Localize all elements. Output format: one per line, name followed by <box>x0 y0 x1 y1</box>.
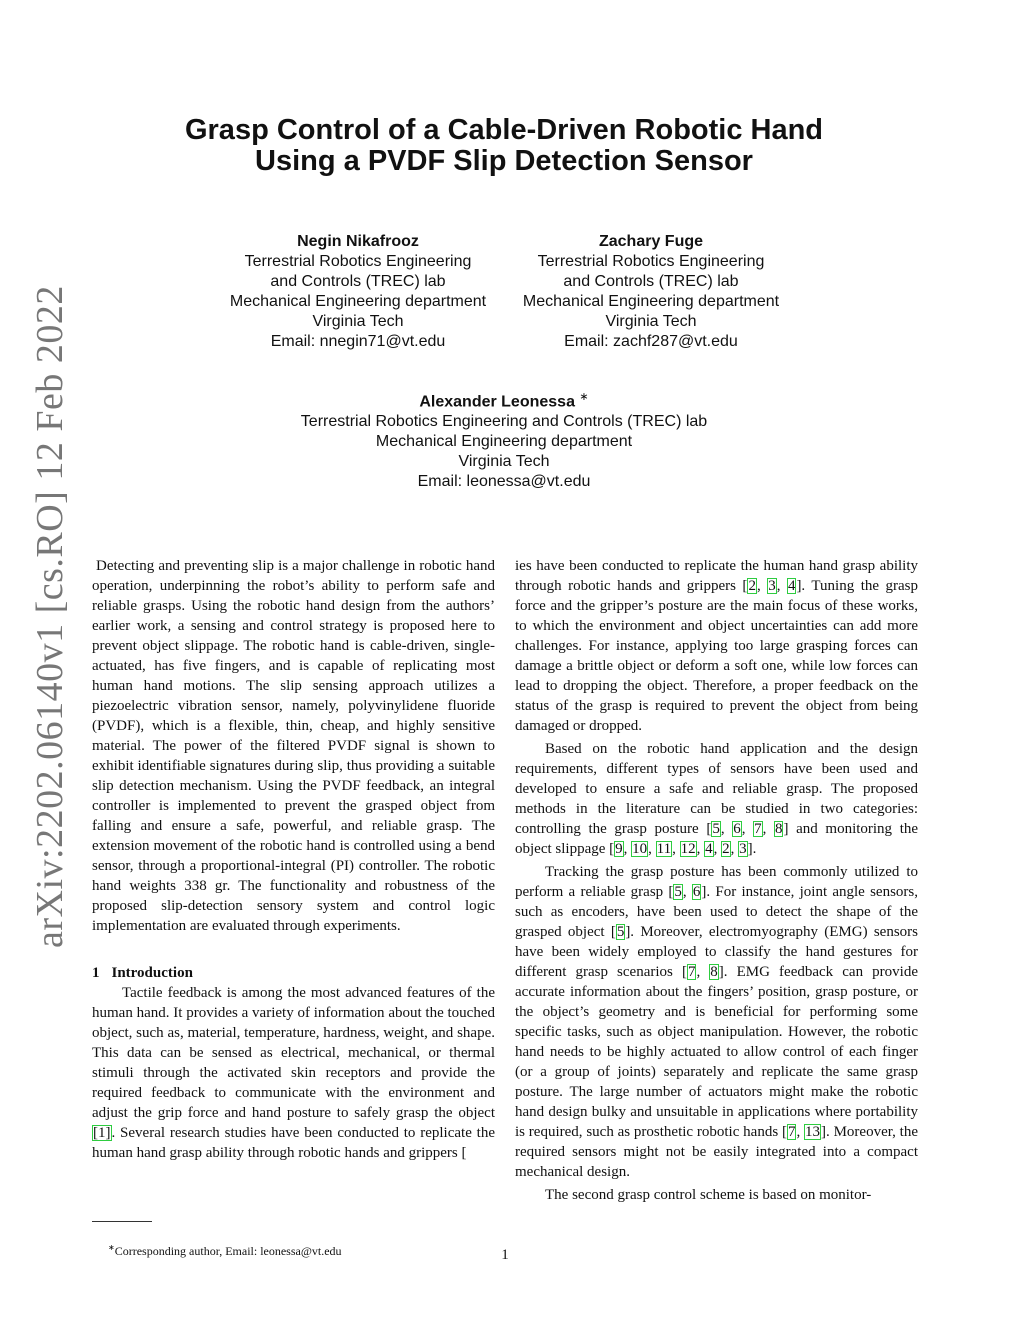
citation-link[interactable]: 6 <box>733 821 741 837</box>
citation-link[interactable]: 11 <box>656 841 672 857</box>
paper-title <box>100 115 908 177</box>
paragraph-text: Based on the robotic hand application and the design requirements, different types of sensors have been used and developed to ensure a safe and reliable grasp. The proposed methods in the literature can be studied in two categories: controlling the grasp posture [ <box>515 741 918 837</box>
citation-link[interactable]: 7 <box>787 1124 796 1140</box>
author-department: Mechanical Engineering department <box>229 293 487 310</box>
abstract: Detecting and preventing slip is a major challenge in robotic hand operation, underpinning the robot’s ability to perform safe and reliable grasps. Using the robotic hand design from the authors’ earlier work, a sensing and control strategy is proposed here to prevent object slippage. The robotic hand is cable-driven, single-actuated, has five fingers, and is capable of replicating most human hand motions. The slip sensing approach utilizes a piezoelectric vibration sensor, namely, polyvinylidene fluoride (PVDF), which is a flexible, thin, cheap, and highly sensitive material. The power of the filtered PVDF signal is shown to exhibit identifiable signatures during slip, thus providing a suitable slip detection mechanism. Using the PVDF feedback, an integral controller is implemented to prevent the grasped object from falling and ensure a safe, powerful, and reliable grasp. The extension movement of the robotic hand is controlled using a bend sensor, through a proportional-integral (PI) controller. The robotic hand weights 338 gr. The functionality and robustness of the proposed slip-detection sensory system and control logic implementation are evaluated through experiments. <box>92 558 495 934</box>
author-affiliation: Terrestrial Robotics Engineering and Controls (TREC) lab <box>300 413 708 431</box>
intro-paragraph-4: The second grasp control scheme is based on monitor- <box>545 1187 872 1203</box>
citation-link[interactable]: 4 <box>787 578 796 594</box>
paragraph-text: ]. Moreover, electromyography (EMG) sensors have been widely employed to classify the hand gestures for different grasp scenarios [ <box>515 924 918 980</box>
paragraph-text: ]. EMG feedback can provide accurate information about the fingers’ position, grasp posture, or the object’s geometry and is beneficial for performing some specific tasks, such as object manipulation. However, the robotic hand needs to be highly actuated to allow control of each finger (or a group of joints) separately and replicate the same grasp posture. The large number of actuators might make the robotic hand design bulky and unsuitable in applications where portability is required, such as prosthetic robotic hands [ <box>515 964 918 1140</box>
intro-paragraph-3: Tracking the grasp posture has been commonly utilized to perform a reliable grasp [5, 6]. For instance, joint angle sensors, such as encoders, have been used to detect the shape of the grasped object [5]. Moreover, electromyography (EMG) sensors have been widely employed to classify the hand gestures for different grasp scenarios [7, 8]. EMG feedback can provide accurate information about the fingers’ position, grasp posture, or the object’s geometry and is beneficial for performing some specific tasks, such as object manipulation. However, the robotic hand needs to be highly actuated to allow control of each finger (or a group of joints) separately and replicate the same grasp posture. The large number of actuators might make the robotic hand design bulky and unsuitable in applications where portability is required, such as prosthetic robotic hands [7, 13]. Moreover, the required sensors might not be easily integrated into a compact mechanical design. <box>515 864 918 1180</box>
intro-paragraph-1-continued: ies have been conducted to replicate the human hand grasp ability through robotic hands and grippers [2, 3, 4]. Tuning the grasp force and the gripper’s posture are the main focus of these works, to which the environment and object uncertainties can add more challenges. For instance, applying too large grasping forces can damage a brittle object or deform a soft one, while low forces can lead to dropping the object. Therefore, a proper feedback on the status of the grasp is required to prevent the object from being damaged or dropped. <box>515 558 919 734</box>
citation-link[interactable]: 8 <box>774 821 783 837</box>
paragraph-text: ]. Moreover, the required sensors might not be easily integrated into a compact mechanical design. <box>515 1124 918 1180</box>
footnote-marker: ∗ <box>108 1243 115 1252</box>
page-number: 1 <box>501 1247 509 1263</box>
section-heading-introduction <box>92 963 495 983</box>
paragraph-text: ]. <box>747 841 757 857</box>
author-block-1 <box>208 232 508 352</box>
paragraph-text: Tracking the grasp posture has been commonly utilized to perform a reliable grasp [ <box>515 864 918 900</box>
citation-link[interactable]: 10 <box>632 841 648 857</box>
section-title: Introduction <box>111 965 193 981</box>
paragraph-text: ] and monitoring the object slippage [ <box>515 821 919 857</box>
citation-link[interactable]: 5 <box>712 821 720 837</box>
citation-link[interactable]: 4 <box>705 841 713 857</box>
citation-link[interactable]: 3 <box>739 841 747 857</box>
arxiv-identifier-stamp: arXiv:2202.06140v1 [cs.RO] 12 Feb 2022 <box>29 285 71 948</box>
author-institution: Virginia Tech <box>458 453 550 471</box>
author-affiliation: and Controls (TREC) lab <box>563 273 739 290</box>
citation-link[interactable]: 7 <box>687 964 696 980</box>
author-name <box>204 387 804 412</box>
left-column <box>92 556 495 1163</box>
paper-title-line-1: Grasp Control of a Cable-Driven Robotic Hand <box>184 114 824 146</box>
citation-link[interactable]: [1] <box>93 1125 111 1141</box>
author-block-2 <box>501 232 801 352</box>
footnote-divider <box>92 1221 152 1222</box>
citation-link[interactable]: 9 <box>615 841 623 857</box>
citation-link[interactable]: 5 <box>616 924 625 940</box>
author-department: Mechanical Engineering department <box>522 293 780 310</box>
citation-link[interactable]: 2 <box>722 841 730 857</box>
author-department: Mechanical Engineering department <box>375 433 633 451</box>
intro-paragraph-2: Based on the robotic hand application and the design requirements, different types of sensors have been used and developed to ensure a safe and reliable grasp. The proposed methods in the literature can be studied in two categories: controlling the grasp posture [5, 6, 7, 8] and monitoring the object slippage [9, 10, 11, 12, 4, 2, 3]. <box>515 741 919 857</box>
author-affiliation: and Controls (TREC) lab <box>270 273 446 290</box>
author-institution: Virginia Tech <box>312 313 404 330</box>
paragraph-text: . Several research studies have been conducted to replicate the human hand grasp ability through robotic hands and grippers [ <box>92 1125 495 1161</box>
author-email: Email: nnegin71@vt.edu <box>270 333 446 350</box>
citation-link[interactable]: 3 <box>768 578 776 594</box>
citation-link[interactable]: 2 <box>748 578 756 594</box>
right-column <box>515 556 918 1205</box>
citation-link[interactable]: 8 <box>710 964 718 980</box>
author-institution: Virginia Tech <box>605 313 697 330</box>
author-email: Email: zachf287@vt.edu <box>564 333 738 350</box>
author-name-text: Alexander Leonessa <box>419 393 575 411</box>
citation-link[interactable]: 6 <box>692 884 701 900</box>
author-block-3 <box>204 387 804 492</box>
citation-link[interactable]: 5 <box>674 884 682 900</box>
paragraph-text: Tactile feedback is among the most advanced features of the human hand. It provides a variety of information about the touched object, such as, material, temperature, hardness, weight, and shape. This data can be sensed as electrical, mechanical, or thermal stimuli through the activated skin receptors and provide the required feedback to communicate with the environment and adjust the grip force and hand posture to safely grasp the object <box>92 985 495 1121</box>
author-email: Email: leonessa@vt.edu <box>417 473 591 491</box>
author-affiliation: Terrestrial Robotics Engineering <box>537 253 765 270</box>
corresponding-author-marker: ∗ <box>579 391 589 403</box>
footnote-text: Corresponding author, Email: leonessa@vt.edu <box>114 1244 342 1258</box>
intro-paragraph-1 <box>92 983 495 1163</box>
author-name: Zachary Fuge <box>598 233 704 250</box>
author-name: Negin Nikafrooz <box>297 233 419 250</box>
citation-link[interactable]: 12 <box>680 841 696 857</box>
author-affiliation: Terrestrial Robotics Engineering <box>244 253 472 270</box>
paragraph-text: ]. Tuning the grasp force and the gripper’s posture are the main focus of these works, to which the environment and object uncertainties can add more challenges. For instance, applying too large grasping forces can damage a brittle object or deform a soft one, while low forces can lead to dropping the object. Therefore, a proper feedback on the status of the grasp is required to prevent the object from being damaged or dropped. <box>515 578 919 734</box>
footnote <box>108 1241 508 1258</box>
section-number: 1 <box>92 965 100 981</box>
paper-title-line-2: Using a PVDF Slip Detection Sensor <box>255 145 753 177</box>
paragraph-text: ]. For instance, joint angle sensors, such as encoders, have been used to detect the shape of the grasped object [ <box>515 884 918 940</box>
citation-link[interactable]: 13 <box>805 1124 821 1140</box>
citation-link[interactable]: 7 <box>754 821 762 837</box>
